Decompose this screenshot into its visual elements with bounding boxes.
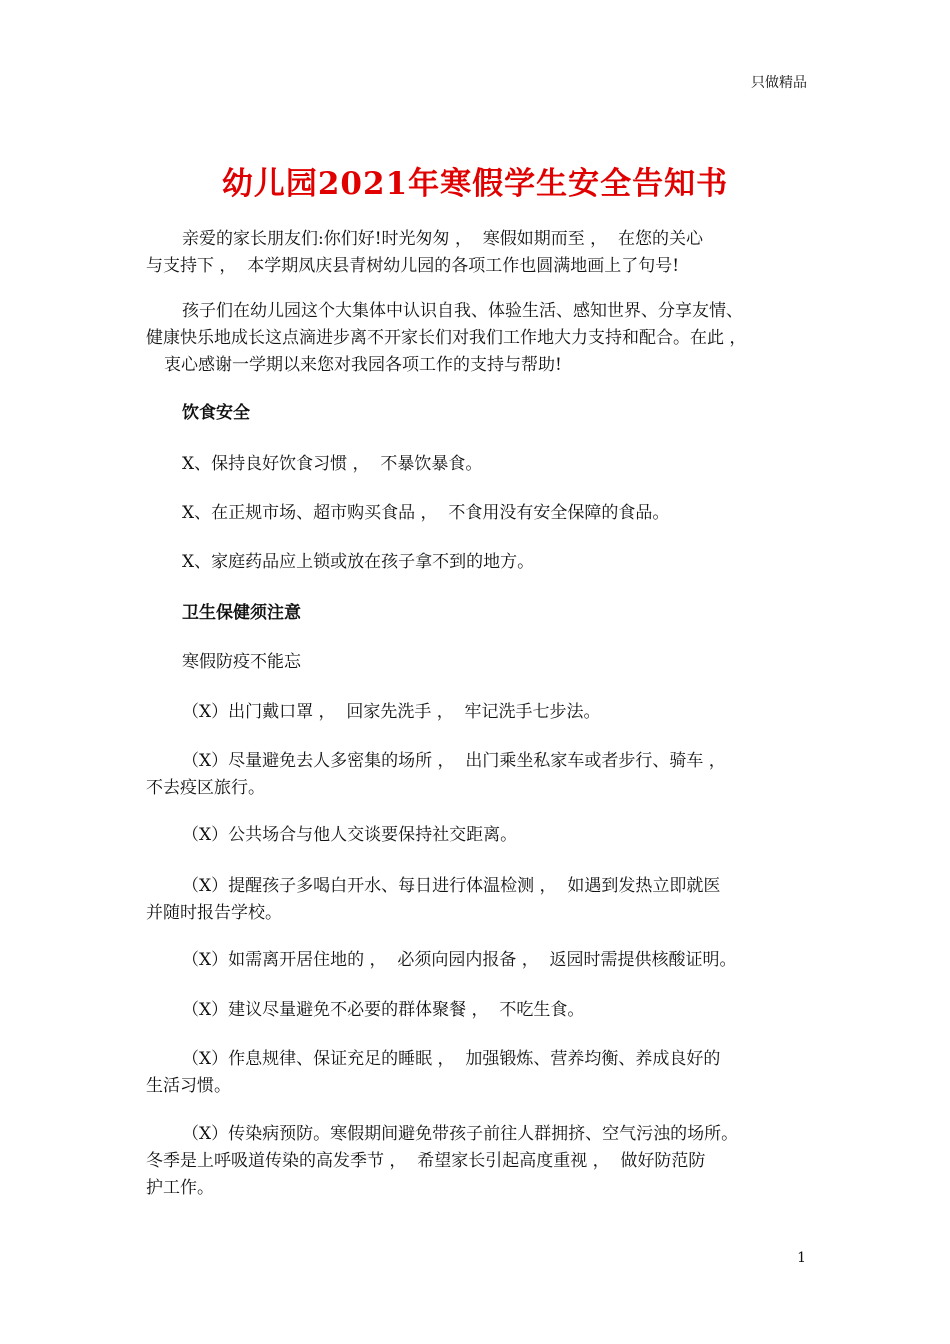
health-item-8-line2: 冬季是上呼吸道传染的高发季节 ， 希望家长引起高度重视 ， 做好防范防	[146, 1151, 706, 1171]
intro-p2-line1: 孩子们在幼儿园这个大集体中认识自我、体验生活、感知世界、分享友情、	[182, 301, 743, 321]
health-item-4-line1: （X）提醒孩子多喝白开水、每日进行体温检测 ， 如遇到发热立即就医	[182, 876, 721, 896]
health-subheading: 寒假防疫不能忘	[182, 652, 301, 672]
health-item-1: （X）出门戴口罩 ， 回家先洗手 ， 牢记洗手七步法。	[182, 702, 601, 722]
health-item-7-line1: （X）作息规律、保证充足的睡眠 ， 加强锻炼、营养均衡、养成良好的	[182, 1049, 721, 1069]
health-item-3: （X）公共场合与他人交谈要保持社交距离。	[182, 825, 518, 845]
page-title: 幼儿园2021年寒假学生安全告知书	[221, 166, 729, 202]
page-number: 1	[797, 1250, 806, 1266]
section-heading-food: 饮食安全	[182, 403, 250, 423]
header-note: 只做精品	[751, 75, 807, 91]
intro-p1-line2: 与支持下 ， 本学期凤庆县青树幼儿园的各项工作也圆满地画上了句号!	[146, 256, 680, 276]
health-item-2-line1: （X）尽量避免去人多密集的场所 ， 出门乘坐私家车或者步行、骑车 ，	[182, 751, 726, 771]
intro-p2-line3: 衷心感谢一学期以来您对我园各项工作的支持与帮助!	[164, 355, 562, 375]
food-item-2: X、在正规市场、超市购买食品 ， 不食用没有安全保障的食品。	[182, 503, 670, 523]
health-item-4-line2: 并随时报告学校。	[146, 903, 282, 923]
section-heading-health: 卫生保健须注意	[182, 603, 301, 623]
health-item-8-line1: （X）传染病预防。寒假期间避免带孩子前往人群拥挤、空气污浊的场所。	[182, 1124, 739, 1144]
food-item-3: X、家庭药品应上锁或放在孩子拿不到的地方。	[182, 552, 535, 572]
health-item-2-line2: 不去疫区旅行。	[146, 778, 265, 798]
food-item-1: X、保持良好饮食习惯 ， 不暴饮暴食。	[182, 454, 483, 474]
intro-p1-line1: 亲爱的家长朋友们:你们好!时光匆匆 ， 寒假如期而至 ， 在您的关心	[182, 229, 703, 249]
health-item-6: （X）建议尽量避免不必要的群体聚餐 ， 不吃生食。	[182, 1000, 585, 1020]
health-item-5: （X）如需离开居住地的 ， 必须向园内报备 ， 返园时需提供核酸证明。	[182, 950, 737, 970]
health-item-8-line3: 护工作。	[146, 1178, 214, 1198]
health-item-7-line2: 生活习惯。	[146, 1076, 231, 1096]
intro-p2-line2: 健康快乐地成长这点滴进步离不开家长们对我们工作地大力支持和配合。在此 ，	[146, 328, 747, 348]
